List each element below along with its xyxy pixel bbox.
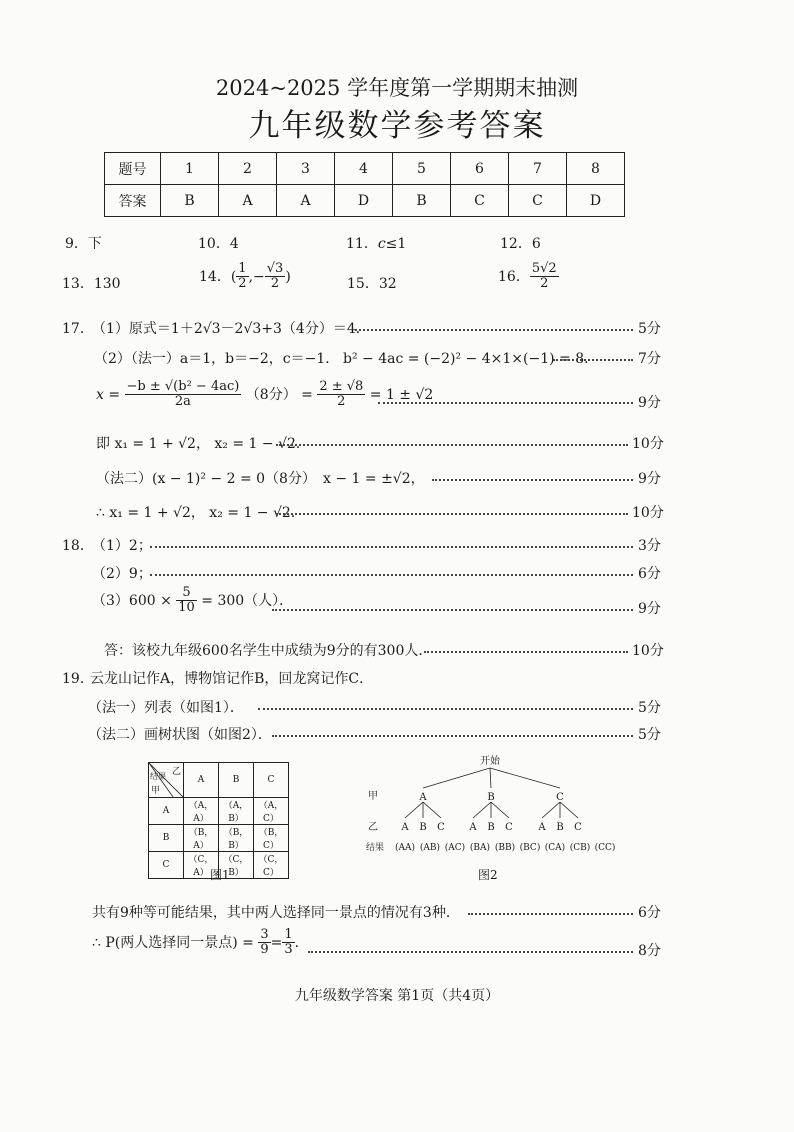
table-row xyxy=(149,763,289,798)
table-cell: 4 xyxy=(335,153,393,185)
leader-dots xyxy=(553,359,633,361)
table-cell: （B，C） xyxy=(254,825,289,852)
score: 7分 xyxy=(638,351,661,367)
row-header: C xyxy=(149,852,184,879)
q18-part1: （1）2； xyxy=(92,538,152,554)
score: 10分 xyxy=(632,505,664,521)
answer-q13: 13．130 xyxy=(62,276,121,292)
table-cell: B xyxy=(161,185,219,217)
tree-node: A xyxy=(401,822,409,833)
tree-node: B xyxy=(487,792,495,803)
table-cell: D xyxy=(567,185,625,217)
table-corner xyxy=(149,763,184,798)
leader-dots xyxy=(424,651,628,653)
tree-result: (BB) xyxy=(494,843,516,853)
row-label: 答案 xyxy=(105,185,161,217)
leader-dots xyxy=(468,913,633,915)
corner-label-bottom: 甲 xyxy=(151,786,161,796)
table-cell: A xyxy=(219,185,277,217)
q19-intro: 云龙山记作A，博物馆记作B，回龙窝记作C． xyxy=(90,671,374,687)
table-cell: 1 xyxy=(161,153,219,185)
q19-method1: （法一）列表（如图1）． xyxy=(88,700,244,716)
table-cell: 7 xyxy=(509,153,567,185)
leader-dots xyxy=(272,609,633,611)
answer-q16: 16． $\frac{5√2}{2}$ xyxy=(498,261,557,292)
table-cell: （B，B） xyxy=(219,825,254,852)
answer-q11: 11．c≤1 xyxy=(346,236,407,252)
score: 5分 xyxy=(638,700,661,716)
tree-result: (AB) xyxy=(419,843,441,853)
table-cell: D xyxy=(335,185,393,217)
answer-q10: 10．4 xyxy=(198,236,239,252)
answer-table xyxy=(104,152,625,217)
tree-result: (BC) xyxy=(519,843,541,853)
table-cell: 6 xyxy=(451,153,509,185)
score: 6分 xyxy=(638,566,661,582)
table-cell: A xyxy=(277,185,335,217)
q17-number: 17． xyxy=(62,321,94,337)
q18-part3: （3）600 × $\frac{5}{10}$ = 300（人）． xyxy=(92,585,294,616)
answer-q9: 9．下 xyxy=(65,236,102,252)
q18-conclusion: 答：该校九年级600名学生中成绩为9分的有300人． xyxy=(104,643,433,659)
tree-result: (AC) xyxy=(444,843,466,853)
tree-node: B xyxy=(556,822,564,833)
page-footer: 九年级数学答案 第1页（共4页） xyxy=(294,988,500,1004)
column-header: B xyxy=(219,763,254,798)
leader-dots xyxy=(308,951,633,953)
score: 5分 xyxy=(638,321,661,337)
table-cell: 2 xyxy=(219,153,277,185)
q17-roots-method2: ∴ x₁ = 1 + √2， x₂ = 1 − √2． xyxy=(96,505,305,521)
q17-quadratic-formula: x = $\frac{\text{−b ± √(b² − 4ac)}}{2a}$ （8分） = $\frac{2 \pm √8}{2}$ = 1 ± √2 xyxy=(96,379,434,410)
figure1-caption: 图1 xyxy=(210,868,230,882)
table-row xyxy=(149,798,289,825)
q19-summary: 共有9种等可能结果，其中两人选择同一景点的情况有3种． xyxy=(92,905,460,921)
page-title: 九年级数学参考答案 xyxy=(248,108,546,144)
table-cell: （C，B） xyxy=(219,852,254,879)
figure2-tree-diagram xyxy=(355,752,635,857)
score: 9分 xyxy=(638,601,661,617)
score: 10分 xyxy=(632,436,664,452)
table-cell: （A，B） xyxy=(219,798,254,825)
row-label: 题号 xyxy=(105,153,161,185)
row-header: A xyxy=(149,798,184,825)
leader-dots xyxy=(378,402,633,404)
tree-row-label-jia: 甲 xyxy=(368,791,378,802)
tree-node: B xyxy=(487,822,495,833)
tree-node: A xyxy=(538,822,546,833)
tree-result: (CB) xyxy=(569,843,591,853)
table-cell: C xyxy=(451,185,509,217)
answer-q12: 12．6 xyxy=(500,236,541,252)
tree-result: (BA) xyxy=(469,843,491,853)
tree-node: C xyxy=(556,792,564,803)
q17-discriminant: b² − 4ac = (−2)² − 4×1×(−1) = 8． xyxy=(343,351,599,367)
leader-dots xyxy=(150,574,633,576)
score: 10分 xyxy=(632,643,664,659)
leader-dots xyxy=(276,444,628,446)
table-cell: （A，A） xyxy=(184,798,219,825)
leader-dots xyxy=(150,546,633,548)
q19-number: 19． xyxy=(62,671,94,687)
tree-start-label: 开始 xyxy=(480,756,500,767)
tree-result: (CC) xyxy=(594,843,616,853)
tree-result: (CA) xyxy=(544,843,566,853)
q17-roots: 即 x₁ = 1 + √2， x₂ = 1 − √2． xyxy=(96,436,310,452)
figure2-caption: 图2 xyxy=(478,868,498,882)
q17-method2: （法二）(x − 1)² − 2 = 0（8分） xyxy=(96,471,316,487)
tree-result: (AA) xyxy=(394,843,416,853)
leader-dots xyxy=(355,329,633,331)
column-header: C xyxy=(254,763,289,798)
leader-dots xyxy=(432,479,633,481)
row-header: B xyxy=(149,825,184,852)
table-cell: （C，A） xyxy=(184,852,219,879)
q18-number: 18． xyxy=(62,538,94,554)
score: 9分 xyxy=(638,395,661,411)
table-cell: （A，C） xyxy=(254,798,289,825)
score: 9分 xyxy=(638,471,661,487)
leader-dots xyxy=(272,735,633,737)
corner-label-mid: 结果 xyxy=(150,772,166,781)
exam-subtitle: 2024~2025 学年度第一学期期末抽测 xyxy=(215,76,579,100)
answer-q14: 14．( $\frac{1}{2}$ ,− $\frac{√3}{2}$ ) xyxy=(199,261,291,292)
tree-node: C xyxy=(437,822,445,833)
q17-method2-step: x − 1 = ±√2， xyxy=(323,471,425,487)
leader-dots xyxy=(276,513,628,515)
corner-label-top: 乙 xyxy=(171,767,181,777)
q18-part2: （2）9； xyxy=(92,566,152,582)
score: 8分 xyxy=(638,943,661,959)
tree-node: C xyxy=(574,822,582,833)
column-header: A xyxy=(184,763,219,798)
table-cell: （B，A） xyxy=(184,825,219,852)
answer-q15: 15．32 xyxy=(347,276,397,292)
score: 3分 xyxy=(638,538,661,554)
table-cell: 5 xyxy=(393,153,451,185)
tree-node: B xyxy=(419,822,427,833)
leader-dots xyxy=(258,708,633,710)
tree-node: A xyxy=(419,792,427,803)
table-row xyxy=(105,185,625,217)
figure1-table xyxy=(148,762,289,879)
q19-probability: ∴ P(两人选择同一景点) = $\frac{3}{9}$ = $\frac{1}{3}$ ． xyxy=(92,927,309,958)
score: 5分 xyxy=(638,727,661,743)
q17-part1: （1）原式＝1＋2√3－2√3+3（4分）＝4． xyxy=(92,321,370,337)
q17-part2-method1: （2）（法一）a＝1，b＝−2，c＝−1． xyxy=(94,351,340,367)
table-cell: （C，C） xyxy=(254,852,289,879)
q19-method2: （法二）画树状图（如图2）． xyxy=(88,727,272,743)
score: 6分 xyxy=(638,905,661,921)
table-row xyxy=(149,825,289,852)
tree-result-label: 结果 xyxy=(365,843,385,853)
table-row xyxy=(105,153,625,185)
tree-node: C xyxy=(505,822,513,833)
tree-row-label-yi: 乙 xyxy=(368,822,378,833)
tree-node: A xyxy=(469,822,477,833)
table-cell: 3 xyxy=(277,153,335,185)
table-cell: 8 xyxy=(567,153,625,185)
table-cell: C xyxy=(509,185,567,217)
table-cell: B xyxy=(393,185,451,217)
